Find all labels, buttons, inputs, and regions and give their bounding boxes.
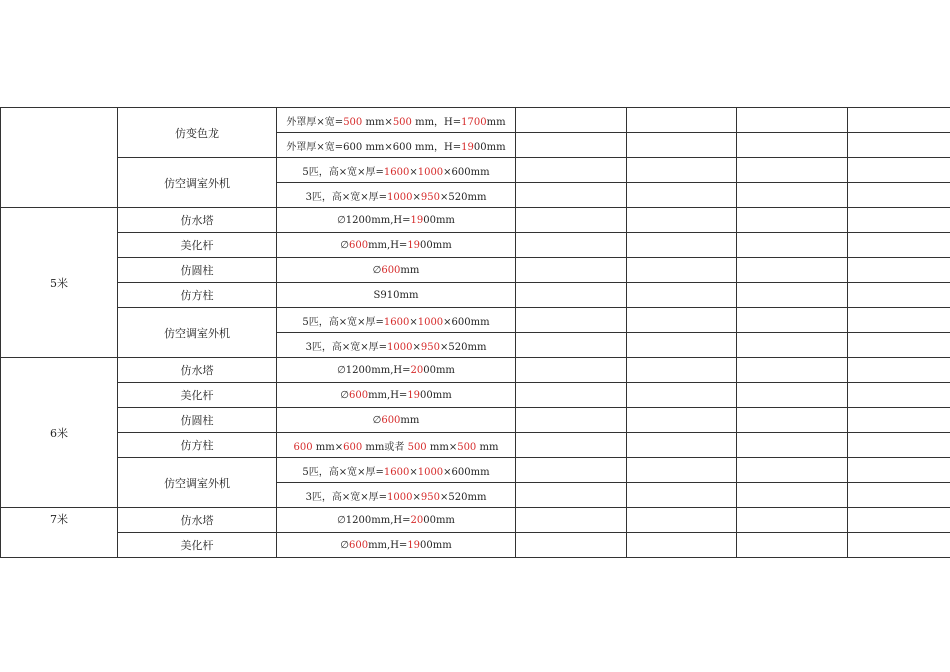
- empty-cell: [516, 383, 627, 408]
- spec-text-segment: 600: [348, 239, 369, 251]
- spec-cell: [277, 158, 516, 183]
- spec-text-segment: S910mm: [373, 289, 419, 301]
- spec-text-segment: ∅: [340, 239, 349, 251]
- empty-cell: [848, 433, 950, 458]
- empty-cell: [848, 308, 950, 333]
- empty-cell: [516, 358, 627, 383]
- spec-text-segment: 500: [457, 441, 477, 453]
- table-row: [1, 258, 950, 283]
- item-name-cell: 美化杆: [118, 533, 277, 558]
- empty-cell: [627, 383, 737, 408]
- spec-text-segment: 20: [410, 364, 424, 376]
- spec-text-segment: 外罩厚×宽=600 mm×600 mm，H=: [286, 141, 462, 153]
- height-group-cell: 5米: [1, 208, 118, 358]
- empty-cell: [848, 233, 950, 258]
- spec-cell: [277, 233, 516, 258]
- empty-cell: [737, 358, 848, 383]
- empty-cell: [737, 433, 848, 458]
- spec-text-segment: 1000: [387, 491, 413, 503]
- empty-cell: [627, 433, 737, 458]
- table-row: [1, 358, 950, 383]
- empty-cell: [848, 383, 950, 408]
- spec-text-segment: 3匹，高×宽×厚=: [305, 191, 388, 203]
- spec-text-segment: 19: [407, 389, 421, 401]
- spec-text-segment: mm×: [426, 441, 458, 453]
- spec-text-segment: mm,H=: [368, 389, 408, 401]
- empty-cell: [516, 233, 627, 258]
- spec-cell: [277, 283, 516, 308]
- empty-cell: [627, 158, 737, 183]
- spec-text-segment: ∅1200mm,H=: [337, 214, 411, 226]
- spec-text-segment: 5匹，高×宽×厚=: [302, 466, 384, 478]
- spec-table: [0, 107, 950, 558]
- spec-text-segment: mm: [400, 264, 420, 276]
- item-name-cell: 美化杆: [118, 233, 277, 258]
- spec-text-segment: ×600mm: [443, 166, 490, 178]
- spec-text-segment: 500: [392, 116, 412, 128]
- spec-cell: [277, 133, 516, 158]
- spec-text-segment: mm或者: [362, 441, 408, 453]
- empty-cell: [627, 333, 737, 358]
- spec-text-segment: 1000: [417, 166, 444, 178]
- spec-cell: [277, 258, 516, 283]
- empty-cell: [737, 383, 848, 408]
- spec-text-segment: ×: [412, 191, 421, 203]
- empty-cell: [737, 183, 848, 208]
- item-name-cell: 仿方柱: [118, 433, 277, 458]
- empty-cell: [516, 308, 627, 333]
- empty-cell: [848, 533, 950, 558]
- table-row: [1, 458, 950, 483]
- empty-cell: [737, 458, 848, 483]
- spec-text-segment: 600: [348, 389, 369, 401]
- item-name-cell: 仿空调室外机: [118, 308, 277, 358]
- spec-text-segment: mm: [486, 116, 506, 128]
- empty-cell: [737, 233, 848, 258]
- empty-cell: [848, 133, 950, 158]
- empty-cell: [627, 483, 737, 508]
- empty-cell: [848, 358, 950, 383]
- item-name-cell: 仿水塔: [118, 208, 277, 233]
- spec-text-segment: 950: [420, 491, 440, 503]
- height-group-cell: 6米: [1, 358, 118, 508]
- item-name-cell: 仿空调室外机: [118, 158, 277, 208]
- spec-text-segment: 00mm: [423, 514, 455, 526]
- table-row: [1, 233, 950, 258]
- empty-cell: [848, 333, 950, 358]
- empty-cell: [627, 183, 737, 208]
- spec-text-segment: 19: [461, 141, 474, 153]
- spec-text-segment: 00mm: [420, 239, 452, 251]
- spec-text-segment: mm×: [312, 441, 344, 453]
- empty-cell: [627, 533, 737, 558]
- spec-cell: [277, 208, 516, 233]
- spec-text-segment: 外罩厚×宽=: [286, 116, 344, 128]
- spec-cell: [277, 383, 516, 408]
- empty-cell: [627, 108, 737, 133]
- spec-text-segment: 1000: [387, 341, 413, 353]
- spec-text-segment: mm: [476, 441, 499, 453]
- empty-cell: [627, 358, 737, 383]
- spec-text-segment: 1600: [383, 166, 410, 178]
- spec-text-segment: 950: [420, 191, 440, 203]
- spec-cell: [277, 458, 516, 483]
- spec-text-segment: 3匹，高×宽×厚=: [305, 341, 388, 353]
- spec-text-segment: ×600mm: [443, 316, 490, 328]
- spec-text-segment: 600: [381, 264, 401, 276]
- spec-cell: [277, 483, 516, 508]
- spec-text-segment: ×520mm: [440, 491, 487, 503]
- spec-text-segment: ×: [409, 166, 418, 178]
- empty-cell: [516, 508, 627, 533]
- empty-cell: [848, 458, 950, 483]
- empty-cell: [516, 483, 627, 508]
- empty-cell: [848, 183, 950, 208]
- spec-text-segment: 00mm: [423, 214, 455, 226]
- spec-text-segment: ∅: [372, 264, 382, 276]
- empty-cell: [627, 133, 737, 158]
- empty-cell: [516, 183, 627, 208]
- spec-text-segment: ×600mm: [443, 466, 490, 478]
- spec-text-segment: ×: [409, 466, 418, 478]
- spec-text-segment: mm,H=: [368, 239, 408, 251]
- empty-cell: [737, 158, 848, 183]
- spec-cell: [277, 183, 516, 208]
- table-row: [1, 433, 950, 458]
- spec-text-segment: 3匹，高×宽×厚=: [305, 491, 388, 503]
- table-row: [1, 508, 950, 533]
- item-name-cell: 仿方柱: [118, 283, 277, 308]
- spec-text-segment: mm，H=: [411, 116, 462, 128]
- spec-text-segment: ∅: [372, 414, 382, 426]
- spec-text-segment: mm,H=: [368, 539, 408, 551]
- spec-text-segment: ×: [412, 491, 421, 503]
- empty-cell: [737, 533, 848, 558]
- spec-text-segment: mm: [400, 414, 420, 426]
- spec-text-segment: ∅1200mm,H=: [337, 364, 411, 376]
- item-name-cell: 仿圆柱: [118, 408, 277, 433]
- item-name-cell: 美化杆: [118, 383, 277, 408]
- empty-cell: [848, 158, 950, 183]
- item-name-cell: 仿水塔: [118, 508, 277, 533]
- empty-cell: [627, 408, 737, 433]
- spec-text-segment: 1000: [417, 466, 444, 478]
- empty-cell: [516, 408, 627, 433]
- spec-text-segment: 20: [410, 514, 424, 526]
- table-row: [1, 208, 950, 233]
- spec-text-segment: ×520mm: [440, 341, 487, 353]
- height-group-cell: [1, 108, 118, 208]
- spec-text-segment: 1600: [383, 466, 410, 478]
- item-name-cell: 仿变色龙: [118, 108, 277, 158]
- empty-cell: [848, 508, 950, 533]
- empty-cell: [848, 283, 950, 308]
- empty-cell: [737, 333, 848, 358]
- spec-text-segment: 19: [407, 539, 421, 551]
- empty-cell: [627, 458, 737, 483]
- spec-text-segment: 1000: [417, 316, 444, 328]
- spec-text-segment: ∅1200mm,H=: [337, 514, 411, 526]
- empty-cell: [516, 283, 627, 308]
- spec-text-segment: ∅: [340, 539, 349, 551]
- empty-cell: [516, 158, 627, 183]
- empty-cell: [627, 283, 737, 308]
- empty-cell: [627, 258, 737, 283]
- spec-text-segment: 500: [343, 116, 363, 128]
- empty-cell: [737, 508, 848, 533]
- empty-cell: [737, 483, 848, 508]
- empty-cell: [516, 533, 627, 558]
- spec-text-segment: 19: [410, 214, 424, 226]
- spec-cell: [277, 508, 516, 533]
- spec-cell: [277, 308, 516, 333]
- empty-cell: [848, 483, 950, 508]
- spec-text-segment: 950: [420, 341, 440, 353]
- empty-cell: [848, 408, 950, 433]
- empty-cell: [737, 258, 848, 283]
- spec-text-segment: 00mm: [420, 539, 452, 551]
- spec-text-segment: 600: [343, 441, 363, 453]
- empty-cell: [737, 408, 848, 433]
- empty-cell: [516, 258, 627, 283]
- table-row: [1, 158, 950, 183]
- spec-text-segment: 00mm: [423, 364, 455, 376]
- spec-text-segment: 5匹，高×宽×厚=: [302, 316, 384, 328]
- empty-cell: [516, 333, 627, 358]
- spec-cell: [277, 108, 516, 133]
- item-name-cell: 仿空调室外机: [118, 458, 277, 508]
- spec-text-segment: ∅: [340, 389, 349, 401]
- height-group-cell: 7米: [1, 508, 118, 558]
- spec-text-segment: 1700: [461, 116, 487, 128]
- table-row: [1, 408, 950, 433]
- spec-text-segment: 00mm: [473, 141, 506, 153]
- spec-text-segment: 600: [381, 414, 401, 426]
- empty-cell: [737, 283, 848, 308]
- spec-text-segment: 500: [407, 441, 427, 453]
- spec-cell: [277, 358, 516, 383]
- empty-cell: [627, 208, 737, 233]
- empty-cell: [627, 308, 737, 333]
- spec-text-segment: 600: [348, 539, 369, 551]
- empty-cell: [516, 208, 627, 233]
- empty-cell: [848, 108, 950, 133]
- item-name-cell: 仿水塔: [118, 358, 277, 383]
- spec-cell: [277, 333, 516, 358]
- empty-cell: [737, 108, 848, 133]
- item-name-cell: 仿圆柱: [118, 258, 277, 283]
- spec-table-body: [1, 108, 950, 558]
- spec-text-segment: 1600: [383, 316, 410, 328]
- empty-cell: [737, 208, 848, 233]
- spec-text-segment: 5匹，高×宽×厚=: [302, 166, 384, 178]
- empty-cell: [627, 233, 737, 258]
- spec-cell: [277, 433, 516, 458]
- spec-cell: [277, 408, 516, 433]
- empty-cell: [516, 108, 627, 133]
- spec-text-segment: ×: [412, 341, 421, 353]
- empty-cell: [737, 308, 848, 333]
- table-row: [1, 283, 950, 308]
- empty-cell: [516, 458, 627, 483]
- table-row: [1, 308, 950, 333]
- empty-cell: [516, 433, 627, 458]
- empty-cell: [848, 258, 950, 283]
- spec-text-segment: 19: [407, 239, 421, 251]
- empty-cell: [516, 133, 627, 158]
- spec-text-segment: ×520mm: [440, 191, 487, 203]
- empty-cell: [627, 508, 737, 533]
- spec-text-segment: 1000: [387, 191, 413, 203]
- spec-text-segment: mm×: [362, 116, 393, 128]
- spec-text-segment: ×: [409, 316, 418, 328]
- table-row: [1, 533, 950, 558]
- table-row: [1, 383, 950, 408]
- spec-text-segment: 00mm: [420, 389, 452, 401]
- empty-cell: [848, 208, 950, 233]
- table-row: [1, 108, 950, 133]
- spec-text-segment: 600: [293, 441, 313, 453]
- spec-cell: [277, 533, 516, 558]
- empty-cell: [737, 133, 848, 158]
